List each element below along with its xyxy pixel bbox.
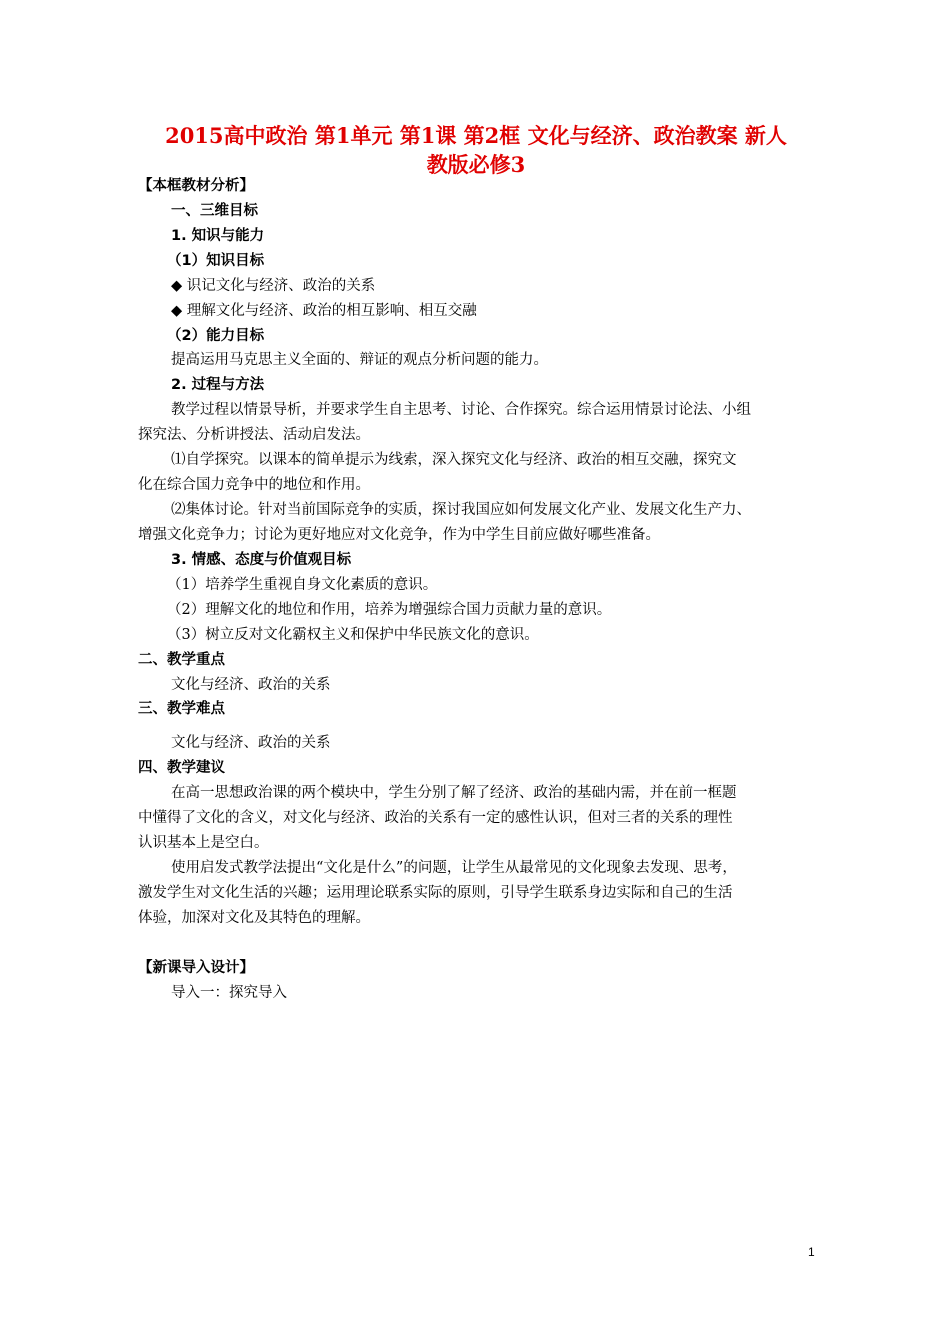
bullet-item-1: ◆ 识记文化与经济、政治的关系: [171, 278, 376, 294]
suggestion-paragraph-1-line-1: 在高一思想政治课的两个模块中，学生分别了解了经济、政治的基础内需，并在前一框题: [171, 785, 737, 801]
heading-process-method: 2. 过程与方法: [171, 377, 265, 393]
title-line-2: 教版必修3: [426, 152, 526, 177]
heading-teaching-difficulty: 三、教学难点: [138, 701, 225, 717]
process-paragraph-1-line-2: 探究法、分析讲授法、活动启发法。: [138, 427, 370, 443]
process-paragraph-2-line-2: 化在综合国力竞争中的地位和作用。: [138, 477, 370, 493]
process-paragraph-3-line-1: ⑵集体讨论。针对当前国际竞争的实质，探讨我国应如何发展文化产业、发展文化生产力、: [171, 502, 751, 518]
emotion-goal-1: （1）培养学生重视自身文化素质的意识。: [167, 577, 438, 593]
teaching-difficulty-text: 文化与经济、政治的关系: [171, 735, 331, 751]
emotion-goal-3: （3）树立反对文化霸权主义和保护中华民族文化的意识。: [167, 627, 539, 643]
process-paragraph-2-line-1: ⑴自学探究。以课本的简单提示为线索，深入探究文化与经济、政治的相互交融，探究文: [171, 452, 737, 468]
emotion-goal-2: （2）理解文化的地位和作用，培养为增强综合国力贡献力量的意识。: [167, 602, 612, 618]
heading-teaching-suggestion: 四、教学建议: [138, 760, 225, 776]
heading-knowledge-goal: （1）知识目标: [167, 253, 265, 269]
ability-goal-text: 提高运用马克思主义全面的、辩证的观点分析问题的能力。: [171, 352, 548, 368]
suggestion-paragraph-1-line-2: 中懂得了文化的含义，对文化与经济、政治的关系有一定的感性认识，但对三者的关系的理性: [138, 810, 733, 826]
page-number: 1: [808, 1245, 815, 1259]
process-paragraph-1-line-1: 教学过程以情景导析，并要求学生自主思考、讨论、合作探究。综合运用情景讨论法、小组: [171, 402, 751, 418]
heading-teaching-key: 二、教学重点: [138, 652, 225, 668]
heading-emotion-values: 3. 情感、态度与价值观目标: [171, 552, 352, 568]
bullet-item-2: ◆ 理解文化与经济、政治的相互影响、相互交融: [171, 303, 477, 319]
teaching-key-text: 文化与经济、政治的关系: [171, 677, 331, 693]
suggestion-paragraph-1-line-3: 认识基本上是空白。: [138, 835, 269, 851]
section-heading-analysis: 【本框教材分析】: [138, 178, 254, 194]
intro-text: 导入一：探究导入: [171, 985, 287, 1001]
heading-knowledge-ability: 1. 知识与能力: [171, 228, 265, 244]
section-heading-intro-design: 【新课导入设计】: [138, 960, 254, 976]
heading-three-goals: 一、三维目标: [171, 203, 258, 219]
suggestion-paragraph-2-line-3: 体验，加深对文化及其特色的理解。: [138, 910, 370, 926]
suggestion-paragraph-2-line-2: 激发学生对文化生活的兴趣；运用理论联系实际的原则，引导学生联系身边实际和自己的生活: [138, 885, 733, 901]
suggestion-paragraph-2-line-1: 使用启发式教学法提出“文化是什么”的问题，让学生从最常见的文化现象去发现、思考，: [171, 860, 737, 876]
document-title: [120, 121, 832, 179]
title-line-1: 2015高中政治 第1单元 第1课 第2框 文化与经济、政治教案 新人: [165, 123, 787, 148]
heading-ability-goal: （2）能力目标: [167, 328, 265, 344]
process-paragraph-3-line-2: 增强文化竞争力；讨论为更好地应对文化竞争，作为中学生目前应做好哪些准备。: [138, 527, 660, 543]
